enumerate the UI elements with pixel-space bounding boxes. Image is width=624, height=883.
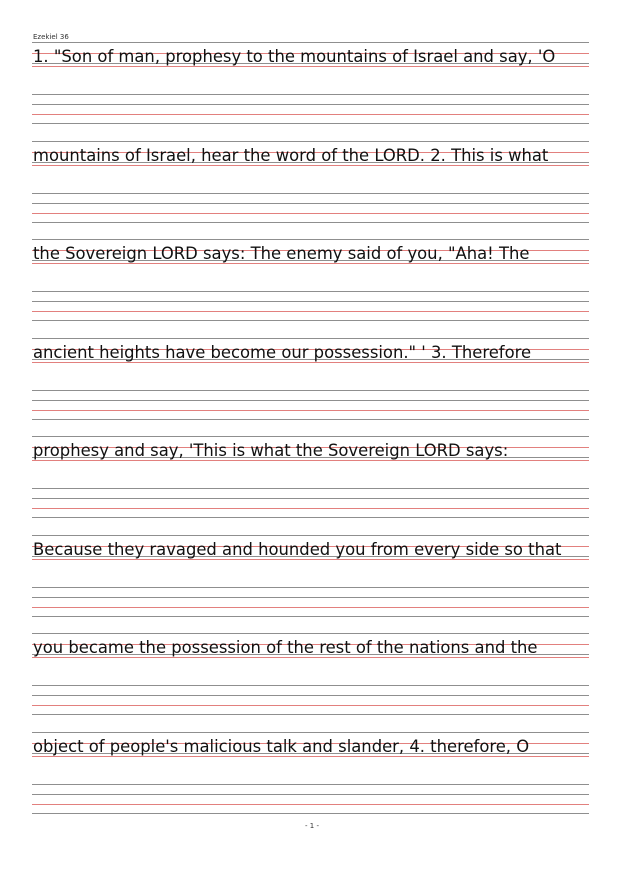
gray-guide-line (32, 813, 589, 814)
gray-guide-line (32, 222, 589, 223)
gray-guide-line (32, 301, 589, 302)
gray-guide-line (32, 338, 589, 339)
verse-text-line: you became the possession of the rest of the nations and the (33, 638, 538, 657)
gray-guide-line (32, 436, 589, 437)
practice-line-block (32, 436, 589, 518)
practice-line-block (32, 239, 589, 321)
gray-guide-line (32, 123, 589, 124)
gray-guide-line (32, 535, 589, 536)
gray-guide-line (32, 239, 589, 240)
page-header: Ezekiel 36 (33, 33, 69, 41)
gray-guide-line (32, 488, 589, 489)
red-guide-line (32, 508, 589, 509)
verse-text-line: object of people's malicious talk and slander, 4. therefore, O (33, 736, 530, 756)
page-number: - 1 - (305, 822, 319, 830)
gray-guide-line (32, 587, 589, 588)
red-guide-line (32, 607, 589, 608)
red-guide-line (32, 410, 589, 411)
verse-text-line: Because they ravaged and hounded you from every side so that (33, 539, 562, 559)
gray-guide-line (32, 498, 589, 499)
red-guide-line (32, 657, 589, 658)
gray-guide-line (32, 94, 589, 95)
red-guide-line (32, 804, 589, 805)
red-guide-line (32, 362, 589, 363)
practice-line-block (32, 141, 589, 223)
gray-guide-line (32, 141, 589, 142)
gray-guide-line (32, 193, 589, 194)
gray-guide-line (32, 517, 589, 518)
red-guide-line (32, 165, 589, 166)
gray-guide-line (32, 794, 589, 795)
red-guide-line (32, 263, 589, 264)
practice-line-block (32, 535, 589, 617)
red-guide-line (32, 311, 589, 312)
red-guide-line (32, 460, 589, 461)
gray-guide-line (32, 685, 589, 686)
red-guide-line (32, 559, 589, 560)
verse-text-line: prophesy and say, 'This is what the Sovereign LORD says: (33, 441, 509, 460)
verse-text-line: mountains of Israel, hear the word of the LORD. 2. This is what (33, 145, 549, 165)
practice-line-block (32, 42, 589, 124)
red-guide-line (32, 114, 589, 115)
gray-guide-line (32, 616, 589, 617)
red-guide-line (32, 756, 589, 757)
red-guide-line (32, 66, 589, 67)
gray-guide-line (32, 390, 589, 391)
red-guide-line (32, 213, 589, 214)
gray-guide-line (32, 291, 589, 292)
gray-guide-line (32, 203, 589, 204)
gray-guide-line (32, 419, 589, 420)
gray-guide-line (32, 714, 589, 715)
gray-guide-line (32, 42, 589, 43)
gray-guide-line (32, 633, 589, 634)
gray-guide-line (32, 320, 589, 321)
gray-guide-line (32, 695, 589, 696)
red-guide-line (32, 705, 589, 706)
practice-line-block (32, 633, 589, 715)
gray-guide-line (32, 784, 589, 785)
verse-text-line: the Sovereign LORD says: The enemy said of you, "Aha! The (33, 244, 530, 263)
verse-text-line: 1. "Son of man, prophesy to the mountains of Israel and say, 'O (33, 47, 556, 66)
practice-line-block (32, 338, 589, 420)
gray-guide-line (32, 732, 589, 733)
verse-text-line: ancient heights have become our possession." ' 3. Therefore (33, 342, 532, 362)
gray-guide-line (32, 400, 589, 401)
practice-line-block (32, 732, 589, 814)
gray-guide-line (32, 104, 589, 105)
gray-guide-line (32, 597, 589, 598)
